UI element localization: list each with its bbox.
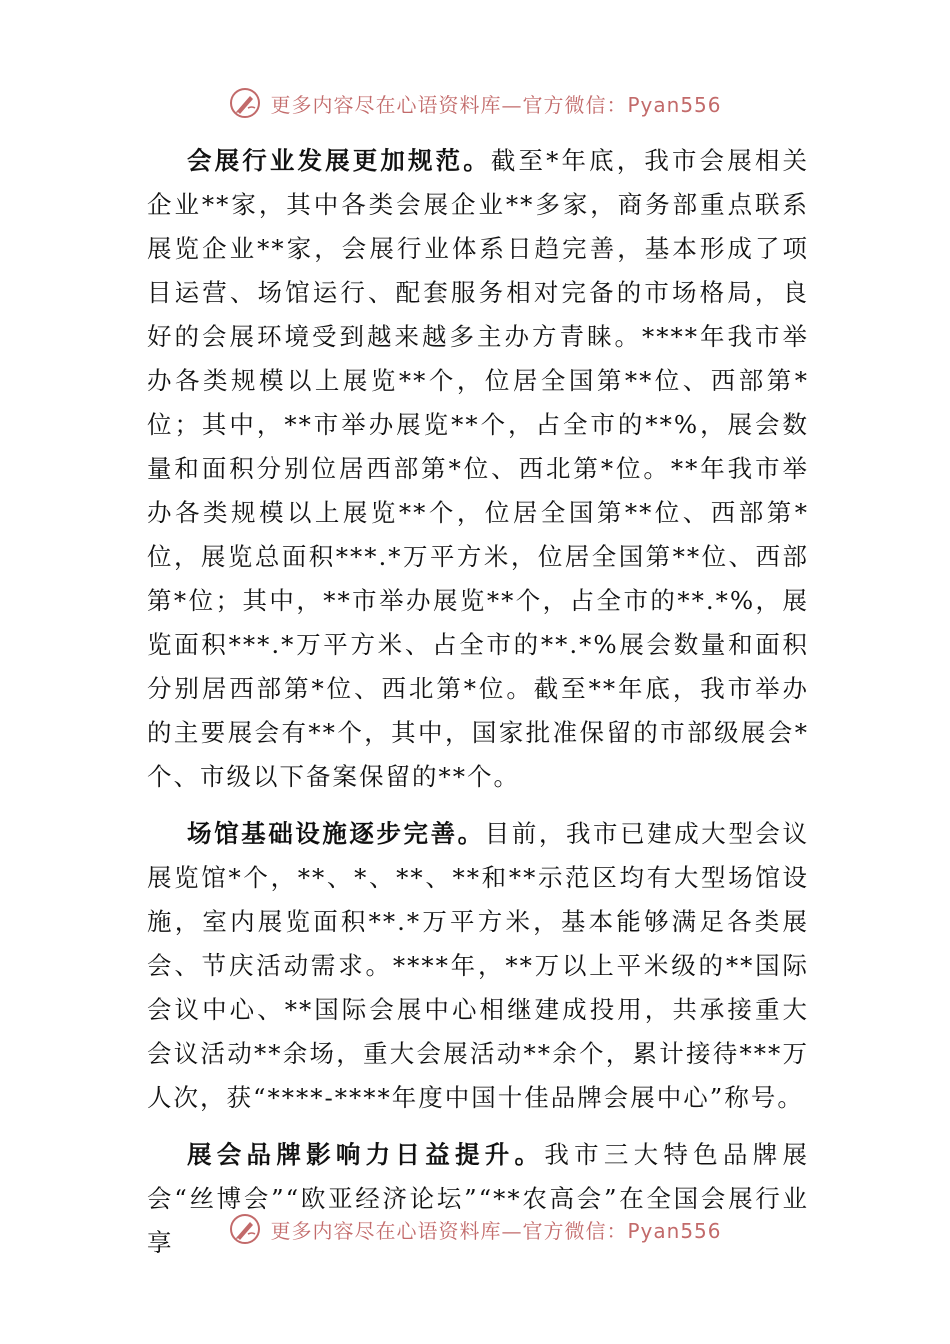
header-banner (0, 86, 950, 120)
paragraph-lead: 展会品牌影响力日益提升。 (187, 1140, 545, 1169)
paragraph-venue-facilities (147, 812, 809, 1120)
paragraph-body: 截至*年底，我市会展相关企业**家，其中各类会展企业**多家，商务部重点联系展览企业**家，会展行业体系日趋完善，基本形成了项目运营、场馆运行、配套服务相对完备的市场格局，良好的会展环境受到越来越多主办方青睐。****年我市举办各类规模以上展览**个，位居全国第**位、西部第*位；其中，**市举办展览**个，占全市的**%，展会数量和面积分别位居西部第*位、西北第*位。**年我市举办各类规模以上展览**个，位居全国第**位、西部第*位，展览总面积***.*万平方米，位居全国第**位、西部第*位；其中，**市举办展览**个，占全市的**.*%，展览面积***.*万平方米、占全市的**.*%展会数量和面积分别居西部第*位、西北第*位。截至**年底，我市举办的主要展会有**个，其中，国家批准保留的市部级展会*个、市级以下备案保留的**个。 (147, 146, 809, 791)
document-body (147, 139, 809, 1278)
paragraph-lead: 场馆基础设施逐步完善。 (187, 819, 485, 848)
banner-text: 更多内容尽在心语资料库—官方微信：Pyan556 (270, 1218, 722, 1243)
footer-banner (0, 1212, 950, 1246)
paragraph-lead: 会展行业发展更加规范。 (187, 146, 491, 175)
banner-text: 更多内容尽在心语资料库—官方微信：Pyan556 (270, 92, 722, 117)
pen-seal-icon (228, 1212, 262, 1246)
pen-seal-icon (228, 86, 262, 120)
paragraph-exhibition-industry (147, 139, 809, 799)
paragraph-body: 我市三大特色品牌展会“丝博会”“欧亚经济论坛”“**农高会”在全国会展行业享 (147, 1140, 810, 1257)
paragraph-body: 目前，我市已建成大型会议展览馆*个，**、*、**、**和**示范区均有大型场馆设施，室内展览面积**.*万平方米，基本能够满足各类展会、节庆活动需求。****年，**万以上平米级的**国际会议中心、**国际会展中心相继建成投用，共承接重大会议活动**余场，重大会展活动**余个，累计接待***万人次，获“****-****年度中国十佳品牌会展中心”称号。 (147, 819, 809, 1112)
